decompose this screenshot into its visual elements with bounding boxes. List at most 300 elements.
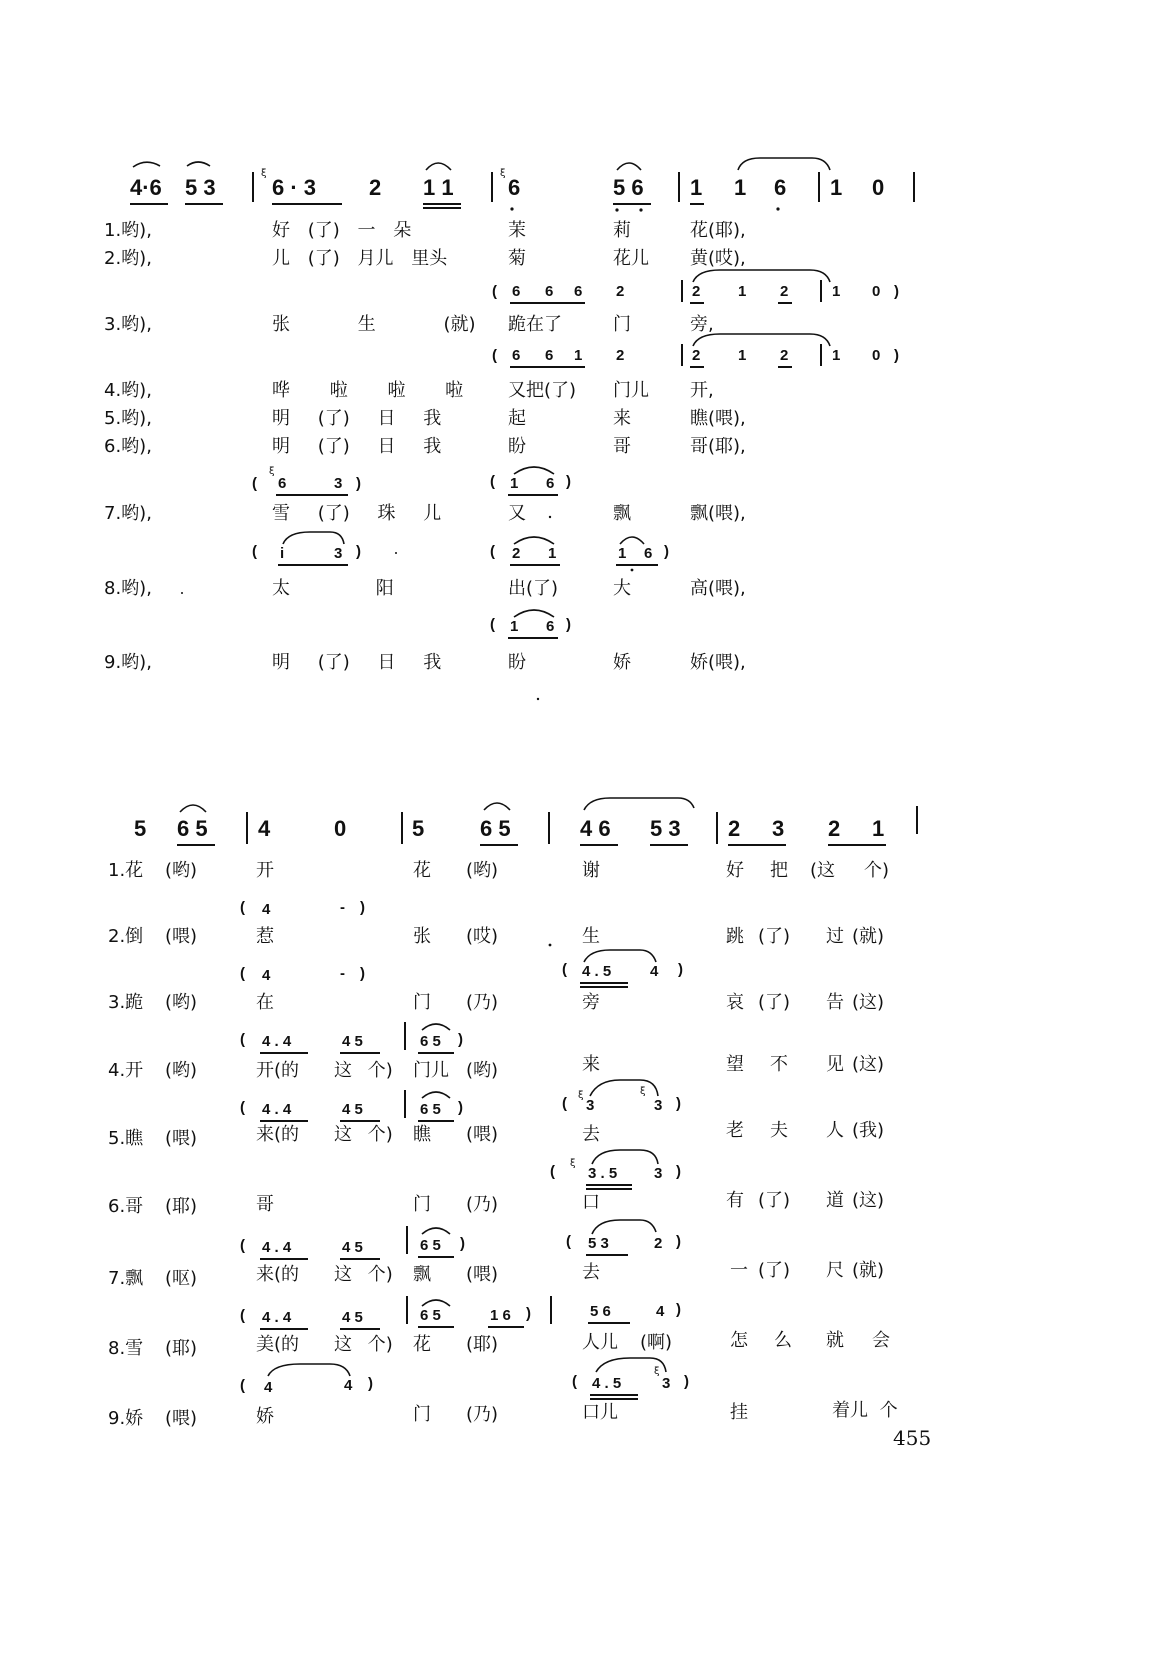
underline: [586, 1188, 632, 1190]
paren-close: ): [676, 1301, 681, 1318]
verse-label: 8.哟),: [104, 578, 152, 599]
lyric-text: 开: [256, 860, 274, 881]
lyric-text: (了): [758, 992, 791, 1013]
paren-open: (: [240, 1307, 245, 1324]
paren-close: ): [458, 1099, 463, 1116]
paren-close: ): [368, 1375, 373, 1392]
lyric-text: 这 个): [334, 1124, 393, 1145]
underline: [260, 1258, 308, 1260]
verse-label: 7.飘: [108, 1268, 144, 1289]
note: 4 . 4: [262, 1309, 292, 1326]
lyric-text: 明 (了) 日 我: [272, 408, 442, 429]
underline: [508, 494, 558, 496]
paren-open: (: [572, 1373, 577, 1390]
underline: [340, 1120, 380, 1122]
note: 2: [692, 347, 701, 364]
paren-open: (: [492, 347, 497, 364]
note: 4 5: [342, 1033, 363, 1050]
lyric-text: (了): [758, 1260, 791, 1281]
note: 4 5: [342, 1239, 363, 1256]
underline: [260, 1052, 308, 1054]
bar-line: [548, 812, 550, 844]
lyric-text: 又: [508, 503, 526, 524]
underline: [260, 1328, 308, 1330]
lyric-text: 旁: [582, 992, 600, 1013]
lyric-text: (乃): [466, 992, 499, 1013]
underline: [260, 1120, 308, 1122]
note: 2: [654, 1235, 663, 1252]
lyric-text: 有: [726, 1190, 744, 1211]
bar-line: [401, 812, 403, 844]
lyric-text: 来: [613, 408, 631, 429]
note: 0: [872, 283, 881, 300]
lyric-text: 儿 (了) 月儿 里头: [272, 248, 448, 269]
note: 6: [512, 347, 521, 364]
paren-close: ): [360, 899, 365, 916]
svg-text:ξ: ξ: [261, 168, 267, 179]
lyric-text: (喂): [165, 926, 198, 947]
lyric-text: 跪在了: [508, 314, 562, 335]
lyric-text: (哟): [466, 860, 499, 881]
lyric-text: 哗 啦 啦 啦: [272, 380, 464, 401]
note: 6: [546, 475, 555, 492]
underline: [423, 207, 461, 209]
note: 6 5: [420, 1237, 441, 1254]
lyric-text: (喂): [466, 1264, 499, 1285]
paren-open: (: [562, 961, 567, 978]
paren-open: (: [240, 899, 245, 916]
paren-open: (: [240, 1237, 245, 1254]
note: 1: [690, 175, 703, 200]
note: 1: [832, 347, 841, 364]
lyric-text: 着儿 个: [832, 1400, 898, 1421]
lyric-text: 门: [613, 314, 631, 335]
verse-label: 2.倒: [108, 926, 144, 947]
note: 3: [662, 1375, 671, 1392]
lyric-text: (这): [852, 992, 885, 1013]
underline: [418, 1120, 454, 1122]
note: 2: [692, 283, 701, 300]
verse-label: 4.哟),: [104, 380, 152, 401]
bar-line: [406, 1296, 408, 1324]
paren-close: ): [894, 283, 899, 300]
lyric-text: 又把(了): [508, 380, 577, 401]
paren-open: (: [490, 473, 495, 490]
note: 2: [728, 816, 741, 841]
paren-close: ): [894, 347, 899, 364]
lyric-text: 开,: [690, 380, 714, 401]
lyric-text: 盼: [508, 652, 526, 673]
bar-line: [820, 280, 822, 302]
note: 1: [738, 347, 747, 364]
verse-label: 6.哟),: [104, 436, 152, 457]
paren-open: (: [252, 543, 257, 560]
verse-label: 3.哟),: [104, 314, 152, 335]
note: 2: [616, 347, 625, 364]
paren-close: ): [356, 475, 361, 492]
note: 3: [334, 475, 343, 492]
lyric-text: 开(的: [256, 1060, 300, 1081]
underline: [588, 1322, 630, 1324]
lyric-text: (耶): [165, 1338, 198, 1359]
lyric-text: 来(的: [256, 1264, 300, 1285]
lyric-text: 生: [582, 926, 600, 947]
note: 5 6: [590, 1303, 611, 1320]
verse-label: 9.哟),: [104, 652, 152, 673]
lyric-text: 莉: [613, 220, 631, 241]
bar-line: [252, 172, 254, 202]
lyric-text: (喂): [165, 1128, 198, 1149]
note: 6: [278, 475, 287, 492]
lyric-text: (哟): [165, 1060, 198, 1081]
note: 2: [780, 347, 789, 364]
bar-line: [678, 172, 680, 202]
note: 4·6: [130, 175, 162, 200]
note: 6: [546, 618, 555, 635]
lyric-text: (我): [852, 1120, 885, 1141]
underline: [480, 844, 518, 846]
lyric-text: 张: [413, 926, 431, 947]
lyric-text: 美(的: [256, 1334, 300, 1355]
note: 6: [545, 283, 554, 300]
note: 3: [654, 1165, 663, 1182]
lyric-text: 在: [256, 992, 274, 1013]
paren-close: ): [460, 1235, 465, 1252]
lyric-text: 哥: [256, 1194, 274, 1215]
lyric-text: 会: [872, 1330, 890, 1351]
lyric-text: (啊): [640, 1332, 673, 1353]
lyric-text: 去: [582, 1124, 600, 1145]
note: 4: [262, 967, 271, 984]
lyric-text: 见: [826, 1054, 844, 1075]
note: 3: [772, 816, 785, 841]
note: 5 6: [613, 175, 644, 200]
underline: [418, 1256, 454, 1258]
lyric-text: 老: [726, 1120, 744, 1141]
lyric-text: 谢: [582, 860, 600, 881]
paren-close: ): [676, 1233, 681, 1250]
verse-label: 7.哟),: [104, 503, 152, 524]
lyric-text: 哥: [613, 436, 631, 457]
note: 6 5: [420, 1101, 441, 1118]
note: 1: [510, 618, 519, 635]
verse-label: 4.开: [108, 1060, 144, 1081]
lyric-text: 惹: [256, 926, 274, 947]
paren-open: (: [252, 475, 257, 492]
note: i: [280, 545, 285, 562]
lyric-text: 菊: [508, 248, 526, 269]
underline: [177, 844, 215, 846]
lyric-text: 挂: [730, 1402, 748, 1423]
note: 6: [644, 545, 653, 562]
lyric-text: 口儿: [582, 1402, 618, 1423]
lyric-text: (哎): [466, 926, 499, 947]
note: 6 5: [420, 1307, 441, 1324]
bar-line: [916, 806, 918, 834]
note: 0: [872, 175, 885, 200]
lyric-text: 门儿: [613, 380, 649, 401]
lyric-text: 大: [613, 578, 631, 599]
lyric-text: 黄(哎),: [690, 248, 746, 269]
note: 4: [264, 1379, 273, 1396]
lyric-text: (这: [810, 860, 836, 881]
note: 4: [656, 1303, 665, 1320]
note: 1: [618, 545, 627, 562]
note: 0: [872, 347, 881, 364]
note: -: [340, 965, 345, 982]
note: 3: [586, 1097, 595, 1114]
lyric-text: 花: [413, 860, 431, 881]
paren-open: (: [490, 543, 495, 560]
underline: [418, 1052, 454, 1054]
paren-close: ): [684, 1373, 689, 1390]
bar-line: [246, 812, 248, 844]
lyric-text: 盼: [508, 436, 526, 457]
note: 4 . 4: [262, 1101, 292, 1118]
paren-open: (: [240, 1031, 245, 1048]
note: 1: [734, 175, 747, 200]
lyric-text: 来: [582, 1054, 600, 1075]
note: 4 . 4: [262, 1033, 292, 1050]
underline: [185, 203, 223, 205]
bar-line: [681, 280, 683, 302]
lyric-text: 瞧: [413, 1124, 431, 1145]
lyric-text: 飘(喂),: [690, 503, 746, 524]
lyric-text: 这 个): [334, 1060, 393, 1081]
note: 1: [548, 545, 557, 562]
underline: [690, 366, 704, 368]
underline: [272, 203, 342, 205]
underline: [690, 302, 704, 304]
underline: [278, 564, 348, 566]
paren-open: (: [550, 1163, 555, 1180]
lyric-text: 太 阳: [272, 578, 394, 599]
lyric-text: (了): [758, 926, 791, 947]
note: 6 5: [177, 816, 208, 841]
note: 3: [334, 545, 343, 562]
underline: [340, 1258, 380, 1260]
underline: [828, 844, 886, 846]
lyric-text: (乃): [466, 1194, 499, 1215]
note: 3: [654, 1097, 663, 1114]
lyric-text: (耶): [165, 1196, 198, 1217]
bar-line: [716, 812, 718, 844]
paren-open: (: [492, 283, 497, 300]
lyric-text: 瞧(喂),: [690, 408, 746, 429]
paren-open: (: [562, 1095, 567, 1112]
note: 1 6: [490, 1307, 511, 1324]
underline: [650, 844, 688, 846]
note: 5: [412, 816, 425, 841]
note: 4 . 5: [592, 1375, 622, 1392]
paren-close: ): [676, 1095, 681, 1112]
lyric-text: (哟): [165, 860, 198, 881]
paren-close: ): [664, 543, 669, 560]
lyric-text: 娇: [613, 652, 631, 673]
lyric-text: 道: [826, 1190, 844, 1211]
lyric-text: 哀: [726, 992, 744, 1013]
note: 3 . 5: [588, 1165, 618, 1182]
verse-label: 5.瞧: [108, 1128, 144, 1149]
lyric-text: 过: [826, 926, 844, 947]
lyric-text: 把: [770, 860, 788, 881]
svg-text:ξ: ξ: [269, 466, 275, 477]
lyric-text: 起: [508, 408, 526, 429]
note: 2: [369, 175, 382, 200]
lyric-text: 这 个): [334, 1334, 393, 1355]
lyric-text: (乃): [466, 1404, 499, 1425]
note: 5 3: [650, 816, 681, 841]
lyric-text: 跳: [726, 926, 744, 947]
note: 2: [780, 283, 789, 300]
note: 6 · 3: [272, 175, 317, 200]
lyric-text: 来(的: [256, 1124, 300, 1145]
lyric-text: 这 个): [334, 1264, 393, 1285]
paren-close: ): [526, 1305, 531, 1322]
lyric-text: (了): [758, 1190, 791, 1211]
note: 1: [738, 283, 747, 300]
underline: [130, 203, 168, 205]
note: 6: [774, 175, 787, 200]
note: 4 . 5: [582, 963, 612, 980]
verse-label: 1.哟),: [104, 220, 152, 241]
lyric-text: (喂): [165, 1408, 198, 1429]
bar-line: [404, 1090, 406, 1118]
note: 4 6: [580, 816, 611, 841]
bar-line: [406, 1226, 408, 1254]
note: 4: [258, 816, 271, 841]
lyric-text: (就): [852, 1260, 885, 1281]
note: 1: [830, 175, 843, 200]
lyric-text: 不: [770, 1054, 788, 1075]
bar-line: [550, 1296, 552, 1324]
lyric-text: 出(了): [508, 578, 559, 599]
lyric-text: (耶): [466, 1334, 499, 1355]
verse-label: 9.娇: [108, 1408, 144, 1429]
lyric-text: (这): [852, 1054, 885, 1075]
lyric-text: (呕): [165, 1268, 198, 1289]
svg-text:ξ: ξ: [640, 1086, 646, 1097]
lyric-text: 旁,: [690, 314, 714, 335]
note: 6: [545, 347, 554, 364]
note: 4: [344, 1377, 353, 1394]
lyric-text: 好 (了) 一 朵: [272, 220, 412, 241]
note: 6: [574, 283, 583, 300]
note: 4: [650, 963, 659, 980]
note: 0: [334, 816, 347, 841]
lyric-text: 夫: [770, 1120, 788, 1141]
svg-text:ξ: ξ: [654, 1366, 660, 1377]
lyric-text: 娇(喂),: [690, 652, 746, 673]
lyric-text: 尺: [826, 1260, 844, 1281]
underline: [728, 844, 786, 846]
lyric-text: 花(耶),: [690, 220, 746, 241]
paren-close: ): [356, 543, 361, 560]
underline: [340, 1328, 380, 1330]
underline: [616, 564, 658, 566]
lyric-text: 飘: [613, 503, 631, 524]
lyric-text: 张 生 (就): [272, 314, 476, 335]
underline: [276, 494, 348, 496]
paren-close: ): [566, 473, 571, 490]
bar-line: [818, 172, 820, 202]
bar-line: [404, 1022, 406, 1050]
note: 6: [512, 283, 521, 300]
note: 6: [508, 175, 521, 200]
lyric-text: 告: [826, 992, 844, 1013]
lyric-text: (喂): [466, 1124, 499, 1145]
bar-line: [681, 344, 683, 366]
note: -: [340, 899, 345, 916]
note: 1: [872, 816, 885, 841]
note: 6 5: [420, 1033, 441, 1050]
lyric-text: 明 (了) 日 我: [272, 652, 442, 673]
lyric-text: 娇: [256, 1406, 274, 1427]
note: 2: [828, 816, 841, 841]
underline: [580, 844, 618, 846]
verse-label: 6.哥: [108, 1196, 144, 1217]
lyric-text: 好: [726, 860, 744, 881]
lyric-text: (就): [852, 926, 885, 947]
note: 1: [832, 283, 841, 300]
svg-text:ξ: ξ: [500, 168, 506, 179]
paren-close: ): [678, 961, 683, 978]
underline: [586, 1184, 632, 1186]
verse-label: 1.花: [108, 860, 144, 881]
lyric-text: 花: [413, 1334, 431, 1355]
lyric-text: 高(喂),: [690, 578, 746, 599]
note: 1: [510, 475, 519, 492]
note: 1 1: [423, 175, 454, 200]
bar-line: [820, 344, 822, 366]
verse-label: 2.哟),: [104, 248, 152, 269]
lyric-text: 门儿: [413, 1060, 449, 1081]
note: 1: [574, 347, 583, 364]
underline: [510, 564, 560, 566]
underline: [590, 1394, 638, 1396]
note: 5 3: [588, 1235, 609, 1252]
underline: [418, 1326, 454, 1328]
underline: [508, 637, 558, 639]
underline: [778, 302, 792, 304]
verse-label: 3.跪: [108, 992, 144, 1013]
underline: [690, 203, 704, 205]
lyric-text: 明 (了) 日 我: [272, 436, 442, 457]
note: 2: [512, 545, 521, 562]
underline: [510, 302, 585, 304]
paren-close: ): [566, 616, 571, 633]
lyric-text: 花儿: [613, 248, 649, 269]
lyric-text: (哟): [165, 992, 198, 1013]
bar-line: [491, 172, 493, 202]
paren-close: ): [360, 965, 365, 982]
underline: [580, 982, 628, 984]
bar-line: [913, 172, 915, 202]
underline: [778, 366, 792, 368]
paren-open: (: [240, 965, 245, 982]
note: 4: [262, 901, 271, 918]
lyric-text: 茉: [508, 220, 526, 241]
paren-close: ): [458, 1031, 463, 1048]
page-number: 455: [893, 1426, 932, 1450]
note: 2: [616, 283, 625, 300]
underline: [580, 986, 628, 988]
lyric-text: 一: [730, 1260, 748, 1281]
lyric-text: 口: [582, 1192, 600, 1213]
lyric-text: 么: [774, 1330, 792, 1351]
paren-open: (: [490, 616, 495, 633]
lyric-text: 望: [726, 1054, 744, 1075]
